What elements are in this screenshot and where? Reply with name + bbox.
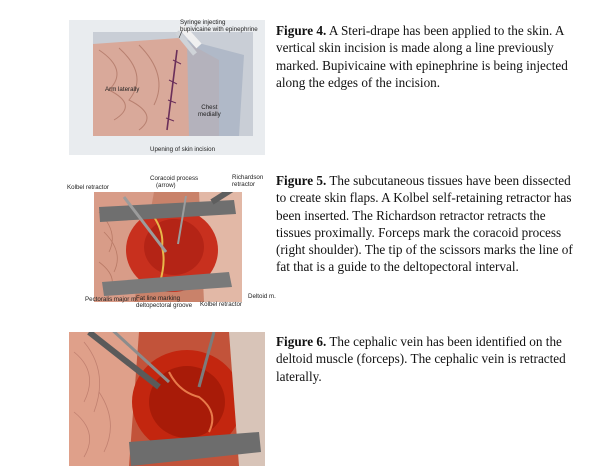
label-syringe: Syringe injecting bupivicaine with epinephrine [180,19,258,33]
figure-6-photo [69,332,265,466]
label-kolbel-retractor-bottom: Kolbel retractor [200,301,242,308]
figure-4-caption-text: A Steri-drape has been applied to the skin. A vertical skin incision is made along a line previously marked. Bupivicaine with epinephrine is being injected along the edges of the incision. [276,23,568,90]
label-chest-medially: Chest medially [198,104,221,118]
figure-6 [0,330,600,466]
label-arm-laterally: Arm laterally [105,86,140,93]
label-deltoid: Deltoid m. [248,293,276,300]
figure-5 [0,160,600,335]
figure-4 [0,0,600,160]
figure-4-caption-label: Figure 4. [276,23,327,38]
figure-6-caption-label: Figure 6. [276,334,327,349]
figure-5-caption-text: The subcutaneous tissues have been dissected to create skin flaps. A Kolbel self-retaining retractor has been inserted. The Richardson retractor retracts the tissues proximally. Forceps mark the coracoid process (right shoulder). The tip of the scissors marks the line of fat that is a guide to the deltopectoral interval. [276,173,573,275]
label-fat-line: Fat line marking deltopectoral groove [136,295,193,309]
figure-5-caption-label: Figure 5. [276,173,327,188]
label-pectoralis-major: Pectoralis major m. [85,296,138,303]
label-richardson-retractor: Richardson retractor [232,174,264,188]
figure-4-caption [276,22,578,91]
label-coracoid-process: Coracoid process (arrow) [150,175,199,189]
label-kolbel-retractor-top: Kolbel retractor [67,184,109,191]
figure-6-caption [276,333,578,385]
label-upper-incision: Upening of skin incision [150,146,216,153]
figure-5-caption [276,172,578,276]
figure-6-caption-text: The cephalic vein has been identified on the deltoid muscle (forceps). The cephalic vein is retracted laterally. [276,334,566,384]
figure-5-photo [94,192,242,302]
figure-4-photo [69,20,265,155]
